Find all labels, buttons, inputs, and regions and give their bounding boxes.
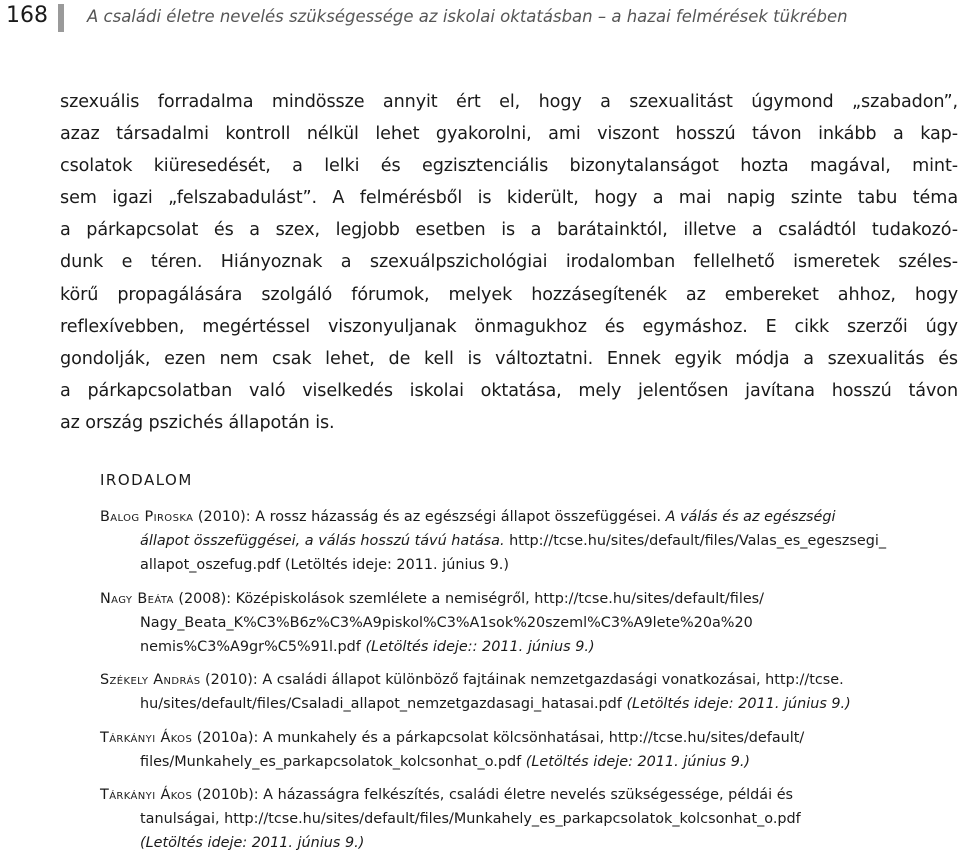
reference-text: (2010a): A munkahely és a párkapcsolat kölcsönhatásai, http://tcse.hu/sites/default/ (192, 729, 805, 746)
body-line: az ország pszichés állapotán is. (60, 412, 335, 433)
body-line: körű propagálására szolgáló fórumok, melyek hozzásegítenék az embereket ahhoz, hogy (60, 284, 958, 305)
body-line: szexuális forradalma mindössze annyit ért el, hogy a szexualitást úgymond „szabadon”, (60, 92, 958, 112)
reference-italic: állapot összefüggései, a válás hosszú távú hatása. (140, 533, 505, 549)
reference-italic: (Letöltés ideje: 2011. június 9.) (140, 835, 365, 851)
reference-author: Tárkányi Ákos (100, 787, 193, 803)
reference-url: hu/sites/default/files/Csaladi_allapot_nemzetgazdasagi_hatasai.pdf (140, 696, 627, 712)
body-line: gondolják, ezen nem csak lehet, de kell is változtatni. Ennek egyik módja a szexualitás és (60, 348, 958, 369)
references-heading (100, 466, 193, 490)
page-header (0, 0, 960, 40)
reference-author: Székely András (100, 672, 201, 688)
reference-url: files/Munkahely_es_parkapcsolatok_kolcsonhat_o.pdf (140, 753, 526, 770)
references-list (100, 505, 958, 865)
reference-text: (2008): Középiskolások szemlélete a nemiségről, http://tcse.hu/sites/default/files/ (173, 590, 765, 607)
reference-url: http://tcse.hu/sites/default/files/Valas_es_egeszsegi_ (504, 533, 887, 549)
reference-author: Nagy Beáta (100, 590, 174, 607)
page-number: 168 (6, 3, 48, 28)
reference-text: (2010): A rossz házasság és az egészségi állapot összefüggései. (193, 509, 666, 525)
reference-italic: (Letöltés ideje: 2011. június 9.) (525, 753, 751, 770)
reference-url: nemis%C3%A9gr%C5%91l.pdf (140, 638, 366, 655)
reference-italic: (Letöltés ideje:: 2011. június 9.) (365, 638, 595, 655)
reference-item (100, 668, 958, 716)
reference-italic: A válás és az egészségi (665, 509, 836, 525)
reference-author: Tárkányi Ákos (100, 729, 193, 746)
body-line: a párkapcsolat és a szex, legjobb esetben is a barátainktól, illetve a családtól tudakozó- (60, 220, 958, 241)
body-line: dunk e téren. Hiányoznak a szexuálpszichológiai irodalomban fellelhető ismeretek széles- (60, 252, 958, 273)
reference-item (100, 587, 958, 659)
reference-author: Balog Piroska (100, 509, 194, 525)
reference-url: Nagy_Beata_K%C3%B6z%C3%A9piskol%C3%A1sok%20szeml%C3%A9lete%20a%20 (140, 614, 753, 631)
body-line: a párkapcsolatban való viselkedés iskolai oktatása, mely jelentősen javítana hosszú távon (60, 380, 958, 401)
reference-italic: (Letöltés ideje: 2011. június 9.) (626, 696, 851, 712)
reference-text: allapot_oszefug.pdf (Letöltés ideje: 2011. június 9.) (140, 557, 509, 573)
running-title: A családi életre nevelés szükségessége az iskolai oktatásban – a hazai felmérések tükrében (87, 7, 848, 26)
reference-text: (2010): A családi állapot különböző fajtáinak nemzetgazdasági vonatkozásai, http://tcse. (200, 672, 844, 688)
body-line: csolatok kiüresedését, a lelki és egzisztenciális bizonytalanságot hozta magával, mint- (60, 156, 958, 177)
reference-item (100, 783, 958, 855)
body-line: reflexívebben, megértéssel viszonyuljanak önmagukhoz és egymáshoz. E cikk szerzői úgy (60, 316, 958, 337)
reference-text: (2010b): A házasságra felkészítés, családi életre nevelés szükségessége, példái és (192, 787, 794, 803)
reference-item (100, 726, 958, 774)
body-line: sem igazi „felszabadulást”. A felmérésből is kiderült, hogy a mai napig szinte tabu téma (60, 188, 958, 209)
reference-url: tanulságai, http://tcse.hu/sites/default/files/Munkahely_es_parkapcsolatok_kolcsonhat_o.pdf (140, 811, 801, 827)
reference-item (100, 505, 958, 577)
references-heading-text: irodalom (100, 466, 193, 490)
body-line: azaz társadalmi kontroll nélkül lehet gyakorolni, ami viszont hosszú távon inkább a kap- (60, 124, 958, 145)
header-divider-bar (58, 4, 64, 32)
body-paragraph (60, 86, 958, 439)
